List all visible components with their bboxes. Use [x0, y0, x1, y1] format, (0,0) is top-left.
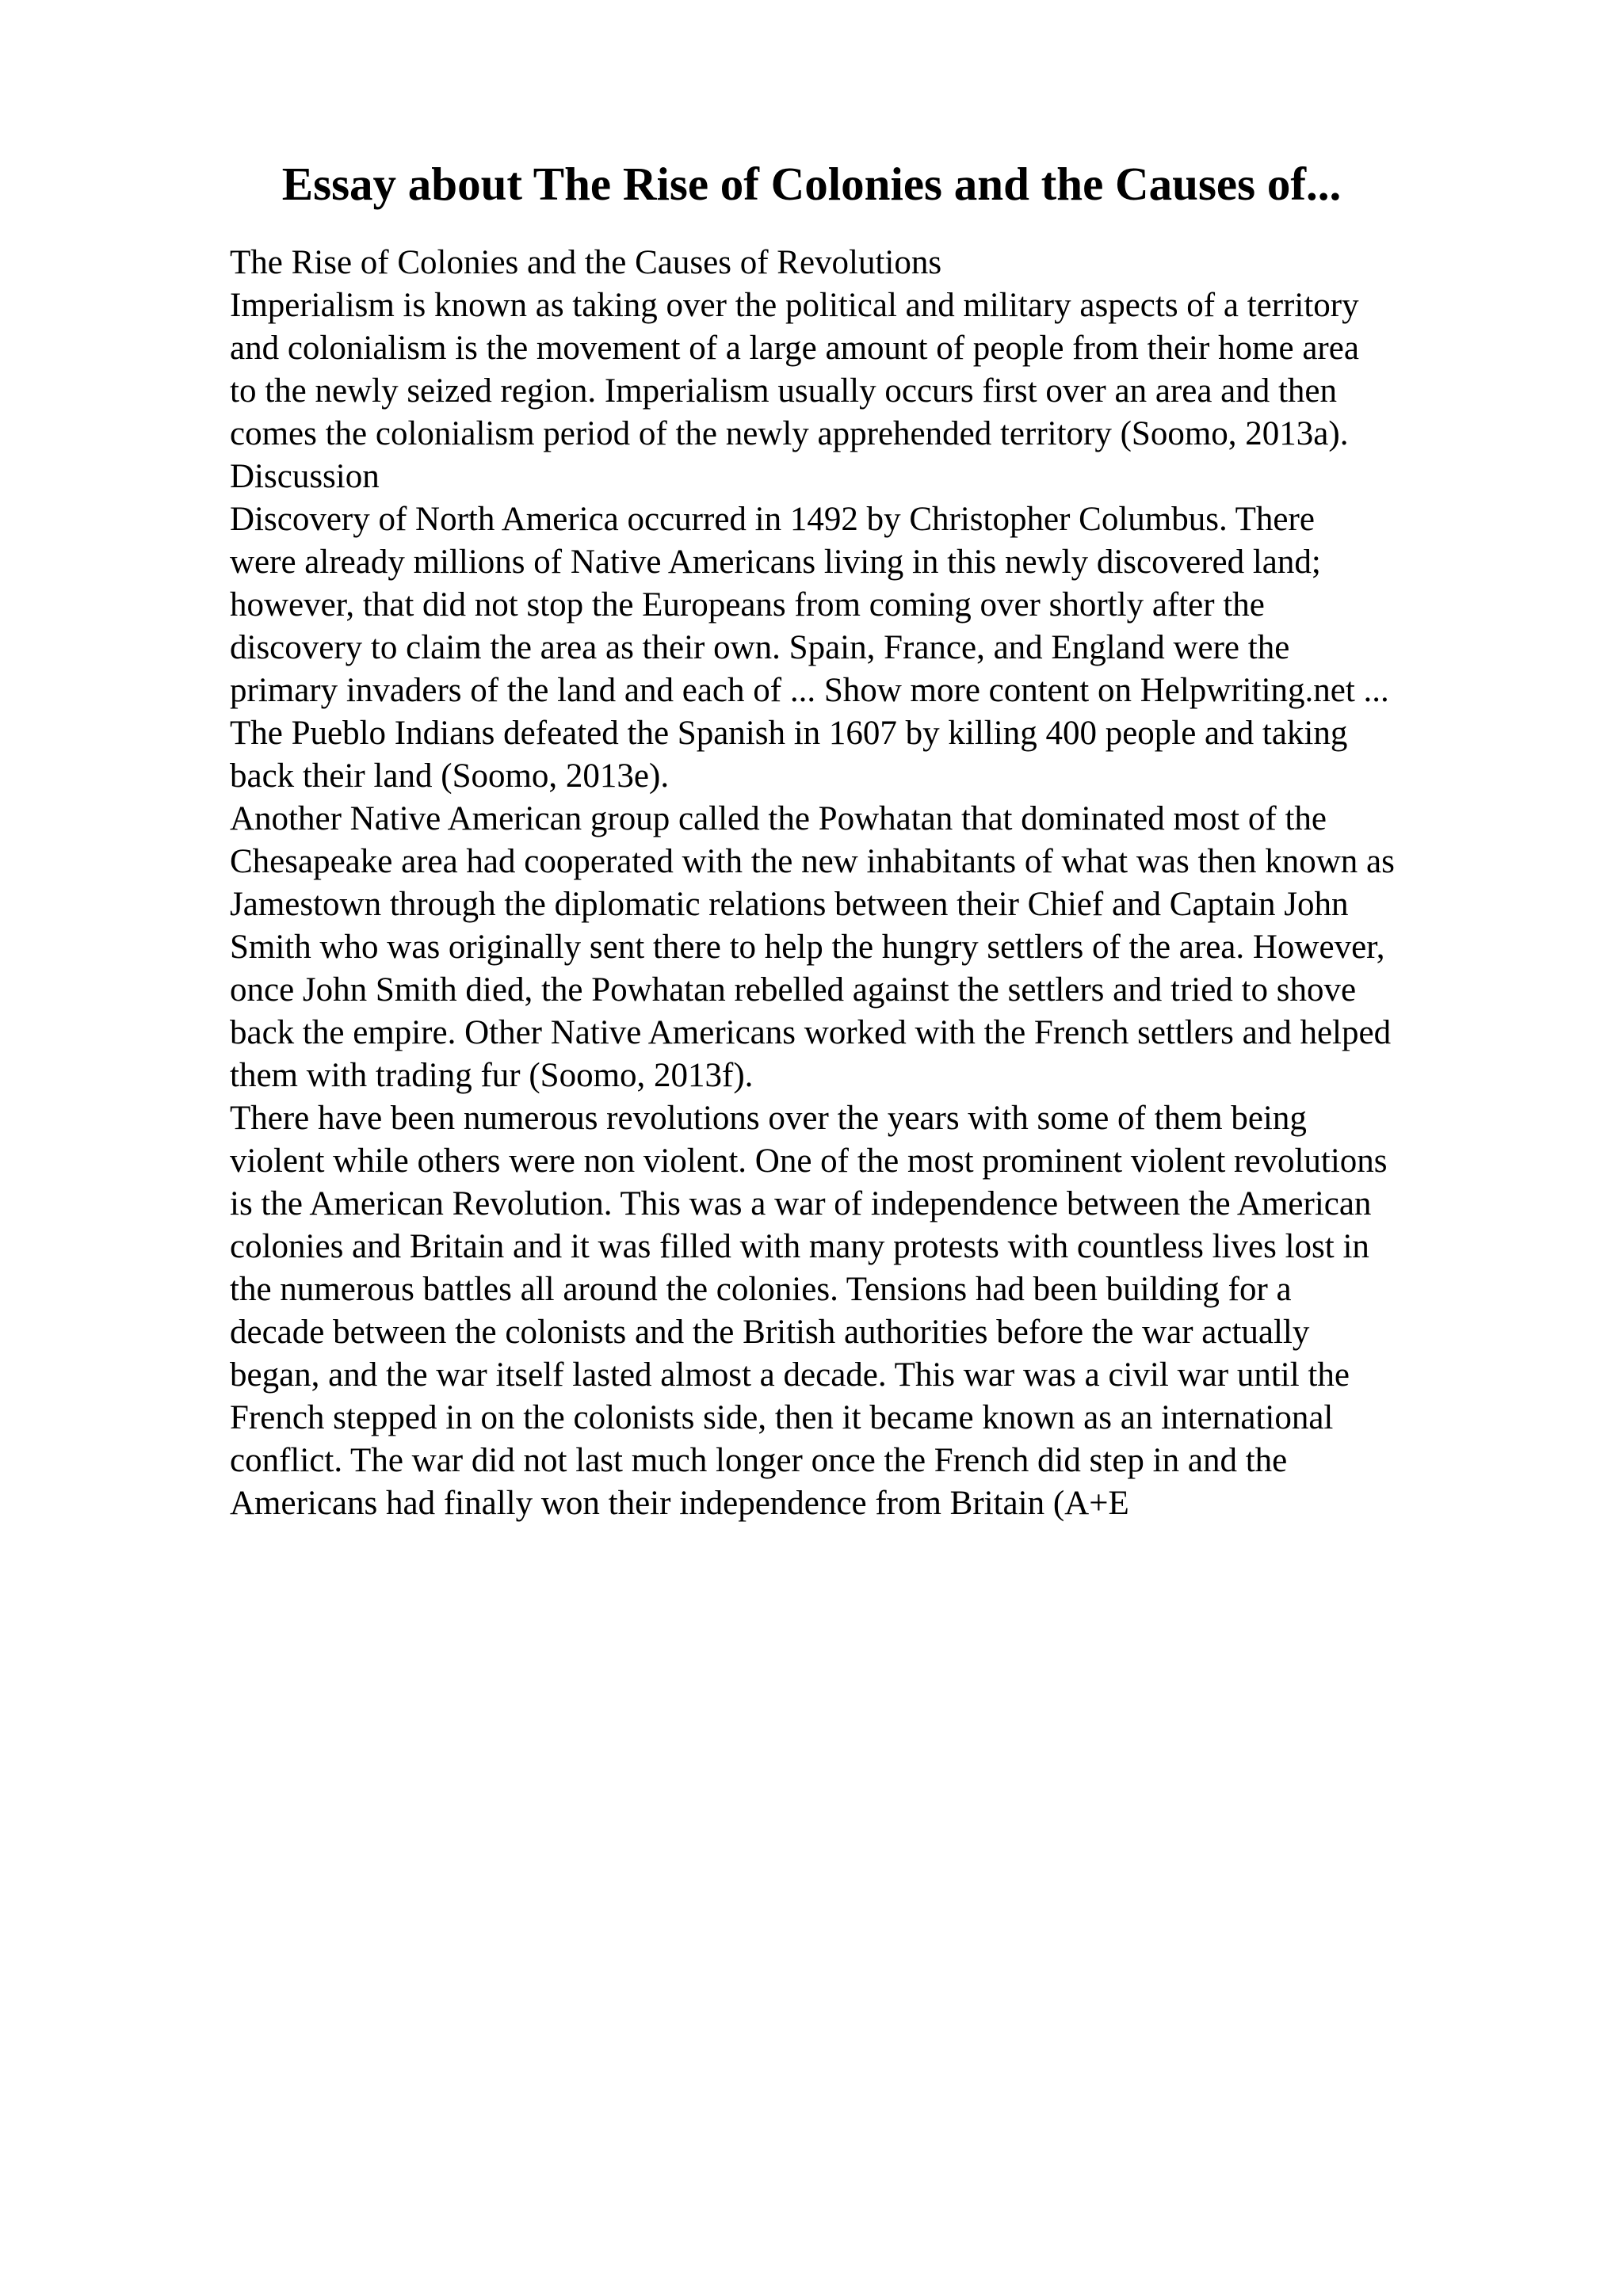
body-line: back their land (Soomo, 2013e).	[230, 757, 670, 795]
body-line: once John Smith died, the Powhatan rebelled against the settlers and tried to shove	[230, 971, 1357, 1009]
body-line: were already millions of Native Americans living in this newly discovered land;	[230, 543, 1321, 581]
body-line: comes the colonialism period of the newly apprehended territory (Soomo, 2013a).	[230, 415, 1349, 452]
body-line: the numerous battles all around the colonies. Tensions had been building for a	[230, 1271, 1292, 1308]
body-line: Discovery of North America occurred in 1492 by Christopher Columbus. There	[230, 501, 1315, 538]
body-line: Jamestown through the diplomatic relations between their Chief and Captain John	[230, 886, 1349, 923]
body-line: primary invaders of the land and each of ... Show more content on Helpwriting.net ...	[230, 672, 1389, 709]
body-line: decade between the colonists and the British authorities before the war actually	[230, 1314, 1310, 1351]
body-line: back the empire. Other Native Americans worked with the French settlers and helped	[230, 1014, 1392, 1051]
body-line: colonies and Britain and it was filled with many protests with countless lives lost in	[230, 1228, 1369, 1265]
body-line: is the American Revolution. This was a war of independence between the American	[230, 1185, 1372, 1222]
body-line: to the newly seized region. Imperialism usually occurs first over an area and then	[230, 372, 1338, 410]
body-line: Americans had finally won their independence from Britain (A+E	[230, 1485, 1129, 1522]
document-title: Essay about The Rise of Colonies and the Causes of...	[281, 158, 1342, 210]
body-line: French stepped in on the colonists side, then it became known as an international	[230, 1399, 1334, 1436]
body-line: There have been numerous revolutions over the years with some of them being	[230, 1100, 1307, 1137]
body-line: violent while others were non violent. One of the most prominent violent revolutions	[230, 1142, 1388, 1180]
body-line: The Rise of Colonies and the Causes of Revolutions	[230, 244, 942, 281]
body-line: began, and the war itself lasted almost a decade. This war was a civil war until the	[230, 1356, 1350, 1394]
section-heading-discussion: Discussion	[230, 458, 380, 495]
body-line: them with trading fur (Soomo, 2013f).	[230, 1057, 754, 1094]
document-body	[230, 242, 1529, 1525]
body-line: discovery to claim the area as their own. Spain, France, and England were the	[230, 629, 1290, 666]
body-line: Imperialism is known as taking over the political and military aspects of a territory	[230, 287, 1359, 324]
body-line: however, that did not stop the Europeans from coming over shortly after the	[230, 586, 1265, 624]
body-line: and colonialism is the movement of a large amount of people from their home area	[230, 330, 1359, 367]
body-line: The Pueblo Indians defeated the Spanish in 1607 by killing 400 people and taking	[230, 715, 1348, 752]
body-line: conflict. The war did not last much longer once the French did step in and the	[230, 1442, 1288, 1479]
body-line: Smith who was originally sent there to help the hungry settlers of the area. However,	[230, 929, 1385, 966]
body-line: Another Native American group called the Powhatan that dominated most of the	[230, 800, 1327, 837]
body-line: Chesapeake area had cooperated with the new inhabitants of what was then known as	[230, 843, 1395, 880]
